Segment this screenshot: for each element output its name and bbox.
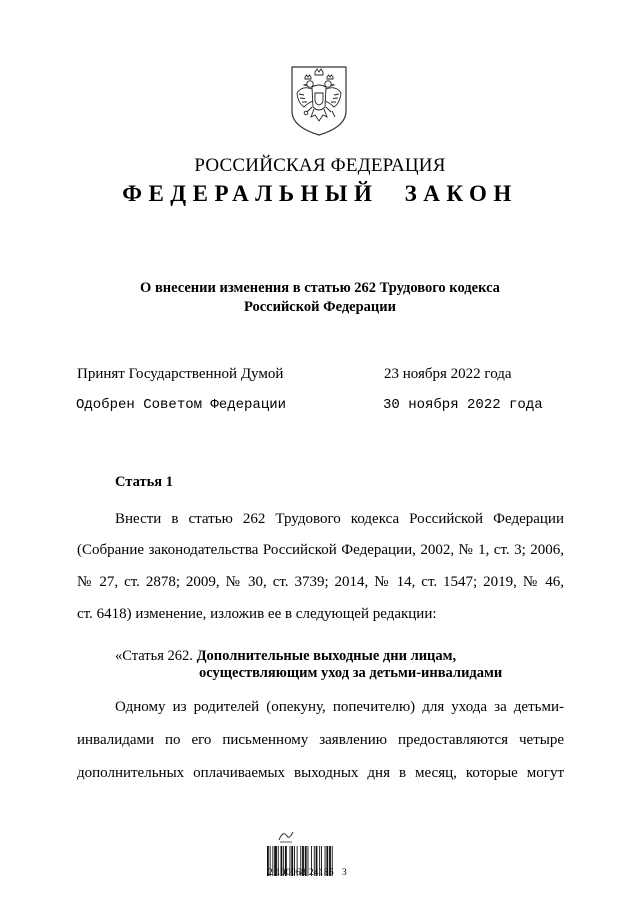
country-name: РОССИЙСКАЯ ФЕДЕРАЦИЯ: [194, 155, 446, 176]
article-1-para-1-line-1: Внести в статью 262 Трудового кодекса Российской Федерации: [115, 511, 564, 527]
article-1-para-1-line-3: № 27, ст. 2878; 2009, № 30, ст. 3739; 2014, № 14, ст. 1547; 2019, № 46,: [77, 574, 564, 590]
article-1-heading: Статья 1: [115, 474, 173, 490]
quoted-article-title: [115, 648, 502, 682]
document-mark-icon: [277, 828, 295, 844]
article-1-para-1-line-2: (Собрание законодательства Российской Федерации, 2002, № 1, ст. 3; 2006,: [77, 542, 564, 558]
article-1-para-1-line-4: ст. 6418) изменение, изложив ее в следующей редакции:: [77, 606, 437, 622]
law-title: [0, 279, 640, 317]
article-1-para-2-line-1: Одному из родителей (опекуну, попечителю) для ухода за детьми-: [115, 699, 564, 715]
article-1-para-2-line-3: дополнительных оплачиваемых выходных дня в месяц, которые могут: [77, 765, 564, 781]
quoted-article-title-line-2: осуществляющим уход за детьми-инвалидами: [199, 665, 503, 681]
russian-coat-of-arms-icon: [288, 63, 350, 137]
duma-adoption-label: Принят Государственной Думой: [77, 366, 284, 382]
barcode-number: 2 100068 24185 3: [268, 868, 348, 878]
council-approval-date: 30 ноября 2022 года: [383, 397, 543, 413]
duma-adoption-date: 23 ноября 2022 года: [384, 366, 512, 382]
article-1-para-2-line-2: инвалидами по его письменному заявлению предоставляются четыре: [77, 732, 564, 748]
council-approval-label: Одобрен Советом Федерации: [76, 397, 287, 413]
law-title-line-2: Российской Федерации: [243, 299, 396, 315]
document-type: ФЕДЕРАЛЬНЫЙ ЗАКОН: [122, 181, 518, 206]
quoted-article-prefix: «Статья 262.: [115, 648, 193, 664]
quoted-article-title-line-1: Дополнительные выходные дни лицам,: [196, 648, 457, 664]
law-title-line-1: О внесении изменения в статью 262 Трудового кодекса: [140, 280, 500, 296]
